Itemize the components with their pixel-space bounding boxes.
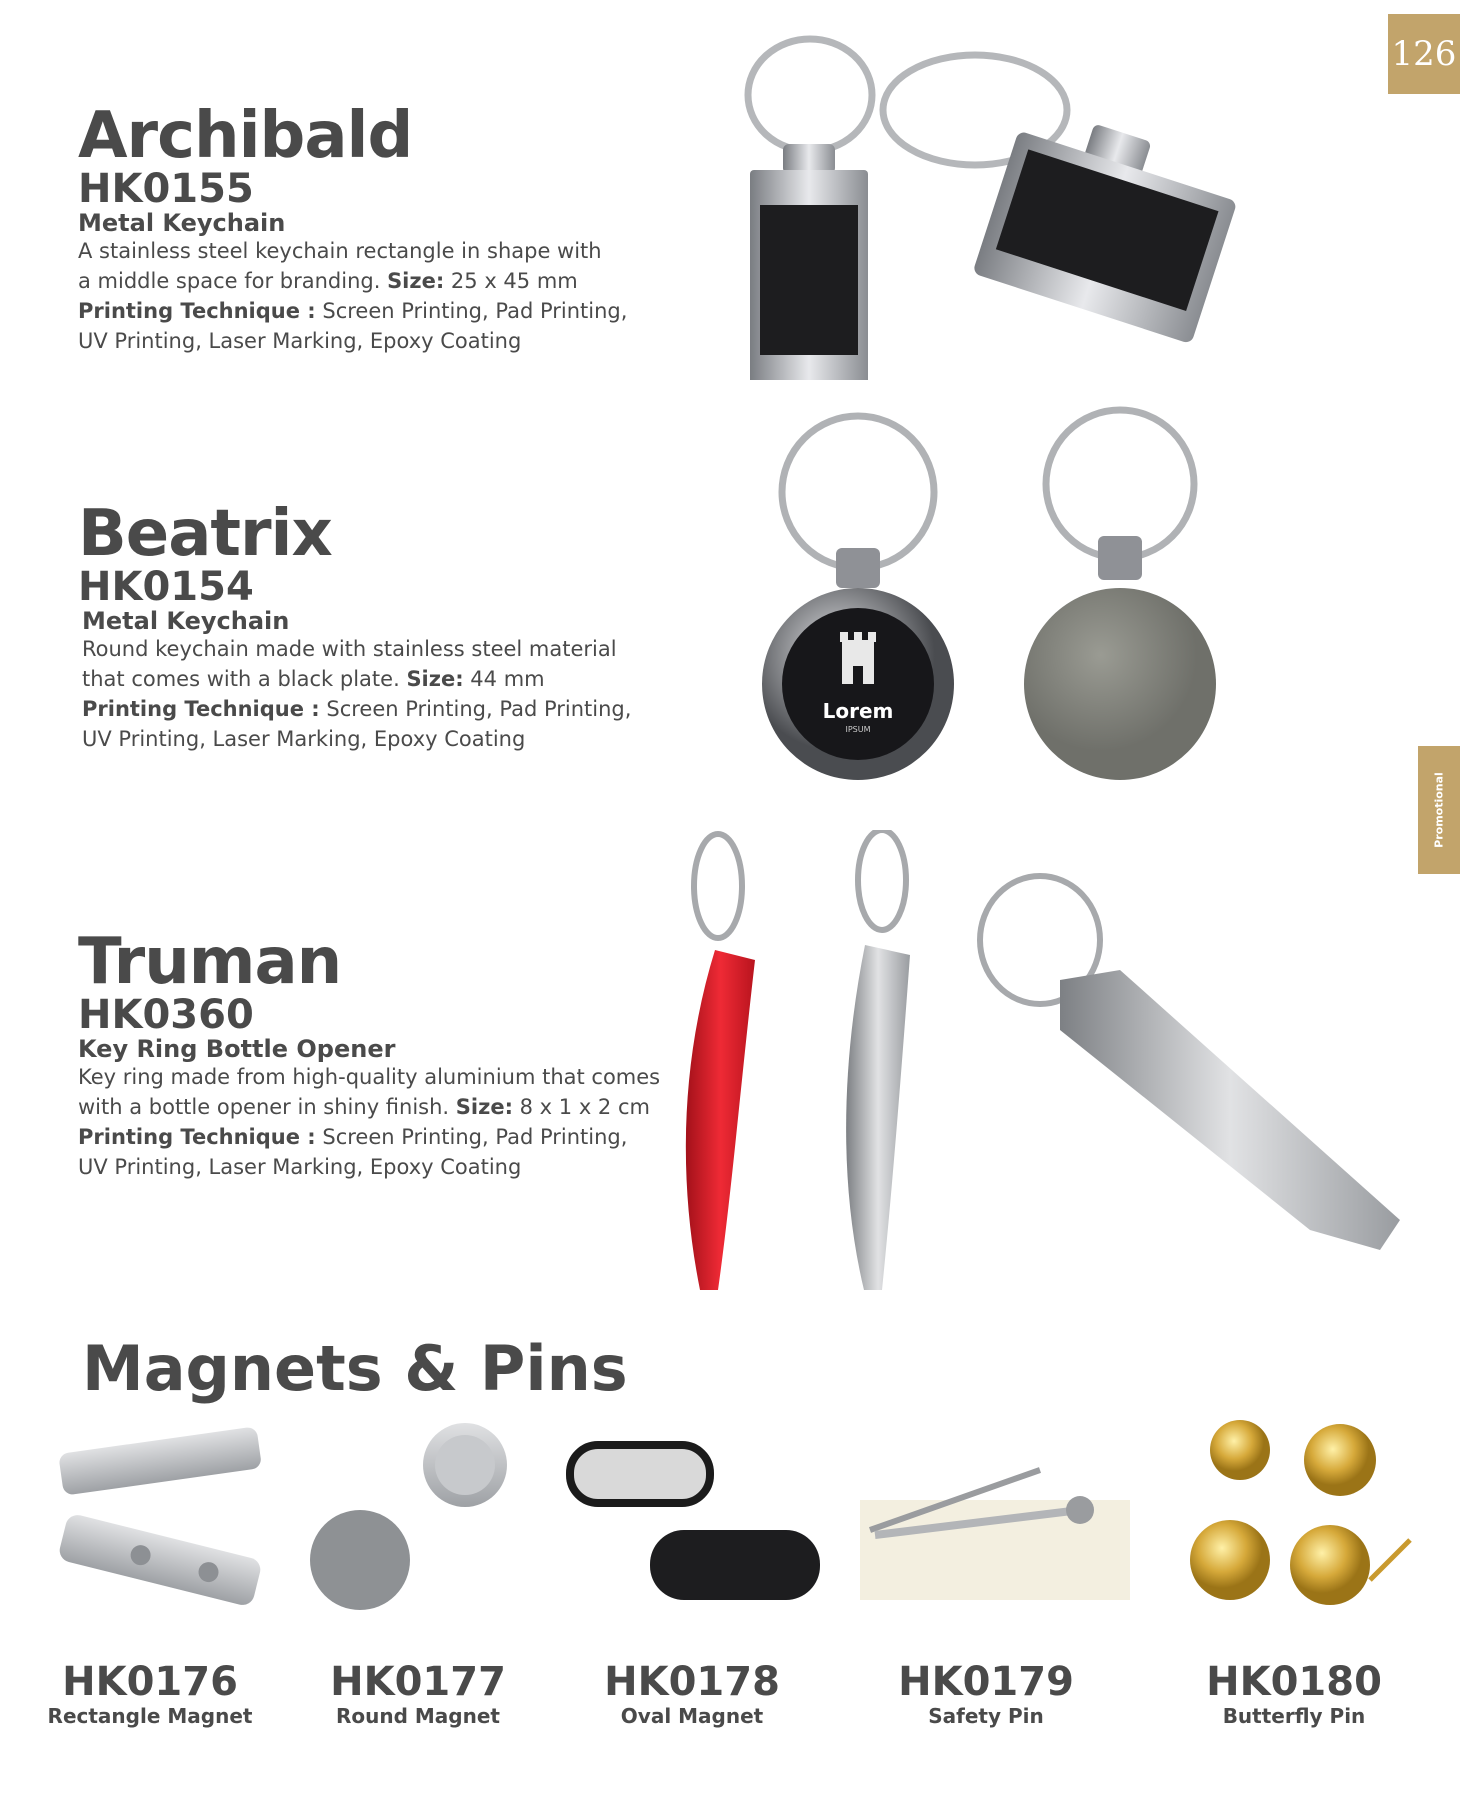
product-type: Metal Keychain — [82, 607, 290, 635]
mp-item-hk0177 — [288, 1660, 548, 1728]
technique-label: Printing Technique : — [82, 697, 320, 721]
key-ring — [694, 834, 742, 938]
mp-item-hk0179 — [856, 1660, 1116, 1728]
keychain-loop — [783, 144, 835, 174]
product-type: Metal Keychain — [78, 209, 286, 237]
technique-label: Printing Technique : — [78, 299, 316, 323]
desc-line — [78, 266, 638, 296]
page-number: 126 — [1388, 14, 1460, 94]
desc-line: Key ring made from high-quality aluminium that comes — [78, 1065, 661, 1089]
product-description — [82, 634, 642, 754]
product-code: HK0155 — [78, 166, 254, 212]
product-code: HK0154 — [78, 564, 254, 610]
desc-line: A stainless steel keychain rectangle in shape with — [78, 239, 602, 263]
desc-text: with a bottle opener in shiny finish. — [78, 1095, 456, 1119]
keychain-loop — [836, 548, 880, 588]
mp-name: Butterfly Pin — [1222, 1704, 1366, 1728]
mp-code: HK0178 — [604, 1659, 780, 1705]
size-label: Size: — [455, 1095, 513, 1119]
desc-line — [82, 694, 642, 724]
size-label: Size: — [387, 269, 445, 293]
product-archibald — [78, 99, 638, 356]
silver-bottle-opener — [846, 945, 910, 1290]
product-beatrix — [78, 497, 642, 754]
branding-plate — [760, 205, 858, 355]
product-type: Key Ring Bottle Opener — [78, 1035, 396, 1063]
product-description — [78, 236, 638, 356]
beatrix-image — [760, 400, 1240, 790]
round-magnet-image — [310, 1423, 507, 1610]
product-truman — [78, 925, 698, 1182]
desc-text: that comes with a black plate. — [82, 667, 407, 691]
mp-item-hk0176 — [20, 1660, 280, 1728]
section-title: Magnets & Pins — [82, 1332, 628, 1405]
truman-image — [660, 830, 1420, 1320]
mp-code: HK0177 — [330, 1659, 506, 1705]
size-value: 44 mm — [463, 667, 545, 691]
rectangle-magnet-image — [57, 1426, 263, 1607]
archibald-image — [720, 20, 1380, 380]
magnets-pins-images — [40, 1410, 1440, 1650]
red-bottle-opener — [686, 950, 755, 1290]
size-label: Size: — [406, 667, 464, 691]
technique-text: Screen Printing, Pad Printing, — [319, 697, 632, 721]
key-ring — [782, 416, 934, 568]
desc-line — [78, 296, 638, 326]
mp-code: HK0180 — [1206, 1659, 1382, 1705]
product-title: Beatrix — [78, 497, 332, 571]
silver-bottle-opener — [1060, 970, 1400, 1250]
side-tab — [1418, 746, 1460, 874]
desc-line — [82, 664, 642, 694]
technique-text: UV Printing, Laser Marking, Epoxy Coating — [78, 329, 522, 353]
mp-code: HK0176 — [62, 1659, 238, 1705]
key-ring — [858, 830, 906, 930]
product-code: HK0360 — [78, 992, 254, 1038]
keychain-loop — [1098, 536, 1142, 580]
safety-pin-image — [860, 1470, 1130, 1600]
technique-text: Screen Printing, Pad Printing, — [315, 1125, 628, 1149]
product-title: Truman — [78, 925, 342, 999]
size-value: 25 x 45 mm — [444, 269, 578, 293]
keychain-back — [1024, 588, 1216, 780]
mp-code: HK0179 — [898, 1659, 1074, 1705]
key-ring — [1046, 410, 1194, 558]
logo-text: Lorem — [822, 699, 894, 723]
mp-item-hk0180 — [1164, 1660, 1424, 1728]
butterfly-pin-image — [1190, 1420, 1410, 1605]
mp-item-hk0178 — [562, 1660, 822, 1728]
key-ring — [748, 39, 872, 151]
desc-line: Round keychain made with stainless steel material — [82, 637, 617, 661]
product-title: Archibald — [78, 99, 413, 173]
mp-name: Safety Pin — [928, 1704, 1044, 1728]
mp-name: Rectangle Magnet — [47, 1704, 253, 1728]
desc-line — [78, 1092, 698, 1122]
castle-icon — [840, 632, 876, 684]
logo-subtext: IPSUM — [845, 725, 871, 734]
mp-name: Round Magnet — [336, 1704, 500, 1728]
mp-name: Oval Magnet — [620, 1704, 764, 1728]
side-tab-label: Promotional — [1432, 772, 1446, 848]
size-value: 8 x 1 x 2 cm — [512, 1095, 650, 1119]
desc-line — [78, 1122, 698, 1152]
technique-label: Printing Technique : — [78, 1125, 316, 1149]
technique-text: Screen Printing, Pad Printing, — [315, 299, 628, 323]
technique-text: UV Printing, Laser Marking, Epoxy Coating — [78, 1155, 522, 1179]
technique-text: UV Printing, Laser Marking, Epoxy Coating — [82, 727, 526, 751]
product-description — [78, 1062, 698, 1182]
oval-magnet-image — [570, 1445, 820, 1600]
desc-text: a middle space for branding. — [78, 269, 388, 293]
